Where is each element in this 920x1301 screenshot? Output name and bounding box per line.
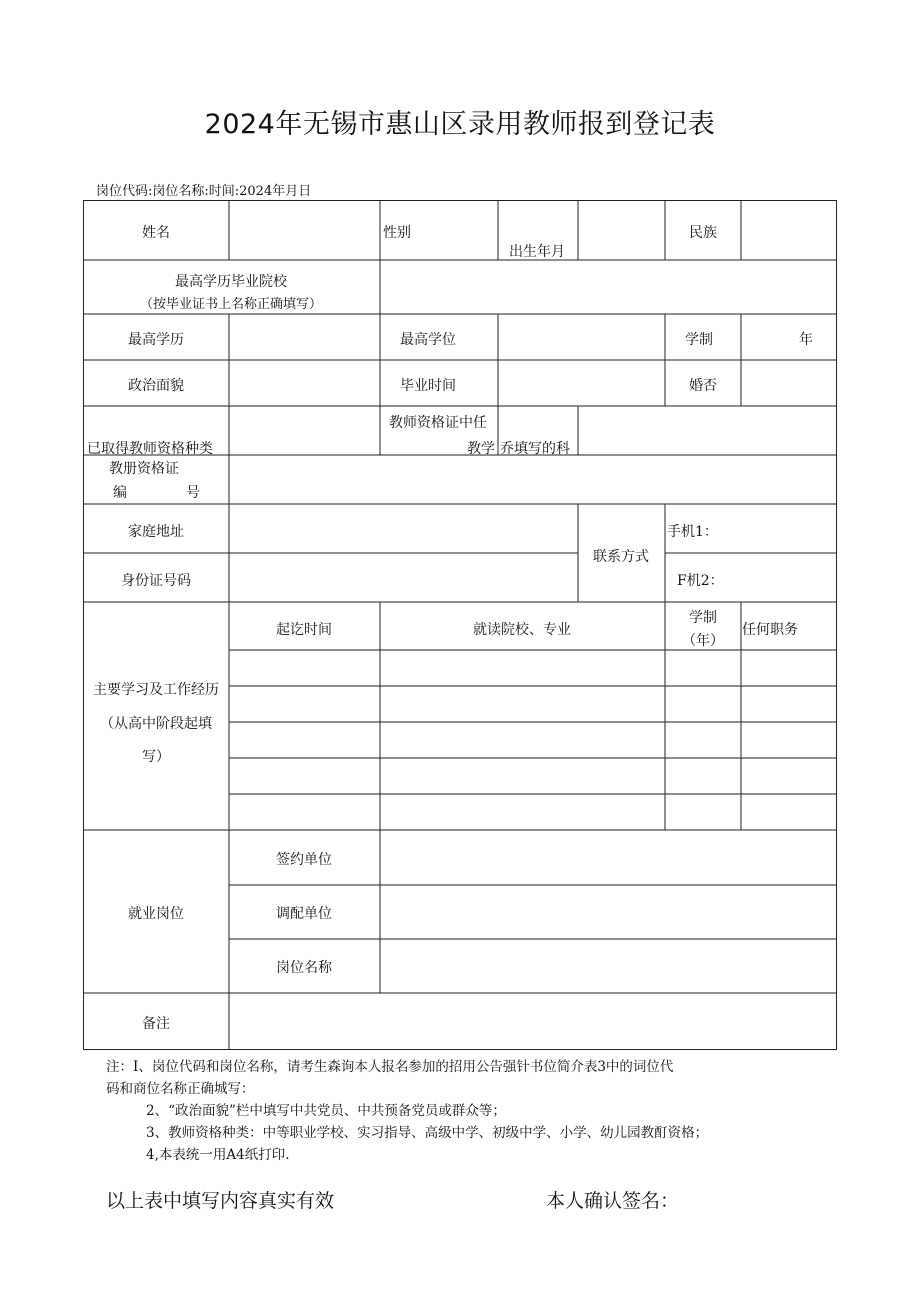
label-contact: 联系方式 [593,549,649,565]
label-cert-subject-line2b: 乔填写的科 [500,441,570,457]
label-phone2: F机2： [677,573,724,589]
label-cert-type: 已取得教师资格种类 [87,441,213,457]
label-post-name: 岗位名称 [276,960,332,976]
form-grid-lines [83,200,837,1050]
label-school-line1: 最高学历毕业院校 [175,274,287,290]
footer-signature-label: 本人确认签名： [546,1190,680,1212]
label-education: 最高学历 [128,332,184,348]
label-degree: 最高学位 [400,332,456,348]
label-id-no: 身份证号码 [121,573,191,589]
note-2: 2、“政治面貌”栏中填写中共党员、中共预备党员或群众等； [146,1103,506,1119]
label-sign-unit: 签约单位 [276,852,332,868]
label-marital: 婚否 [689,378,717,394]
label-ethnicity: 民族 [689,225,717,241]
header-position-held: 任何职务 [742,622,798,638]
label-grad-time: 毕业时间 [400,378,456,394]
meta-line: 岗位代码:岗位名称:时间:2024年月日 [96,184,312,199]
label-cert-no-line2b: 号 [186,485,200,501]
note-3: 3、教师资格种类：中等职业学校、实习指导、高级中学、初级中学、小学、幼儿园教酊资格； [146,1125,709,1141]
footer-declaration: 以上表中填写内容真实有效 [106,1190,335,1212]
registration-form [83,200,837,1050]
label-history-line1: 主要学习及工作经历 [93,682,219,698]
label-cert-subject-line1: 教师资格证中任 [389,415,487,431]
label-year-unit: 年 [799,332,813,348]
header-duration-line2: （年） [682,633,724,649]
label-name: 姓名 [142,225,170,241]
label-history-line2: （从高中阶段起填 [100,716,212,732]
label-duration: 学制 [685,332,713,348]
label-birth: 出生年月 [509,244,565,260]
label-cert-subject-line2a: 教学 [467,441,495,457]
label-address: 家庭地址 [128,524,184,540]
label-phone1: 手机1： [667,524,718,540]
label-cert-no-line2a: 编 [113,485,127,501]
label-assign-unit: 调配单位 [276,906,332,922]
header-school-major: 就读院校、专业 [473,622,571,638]
note-1b: 码和商位名称正确城写： [106,1081,255,1097]
label-job: 就业岗位 [128,906,184,922]
notes-section [106,1056,806,1166]
label-school-line2: （按毕业证书上名称正确填写） [139,297,323,312]
label-cert-no-line1: 教册资格证 [109,461,179,477]
label-history-line3: 写） [142,749,170,765]
label-gender: 性别 [383,225,411,241]
header-duration-line1: 学制 [689,610,717,626]
page-title: 2024年无锡市惠山区录用教师报到登记表 [204,109,716,140]
label-political: 政治面貌 [128,378,184,394]
note-4: 4,本表统一用A4纸打印. [146,1147,290,1163]
note-1a: 注：I、岗位代码和岗位名称，请考生森询本人报名参加的招用公告强针书位简介表3中的词位代 [106,1059,674,1075]
label-remarks: 备注 [142,1016,170,1032]
header-period: 起讫时间 [276,622,332,638]
